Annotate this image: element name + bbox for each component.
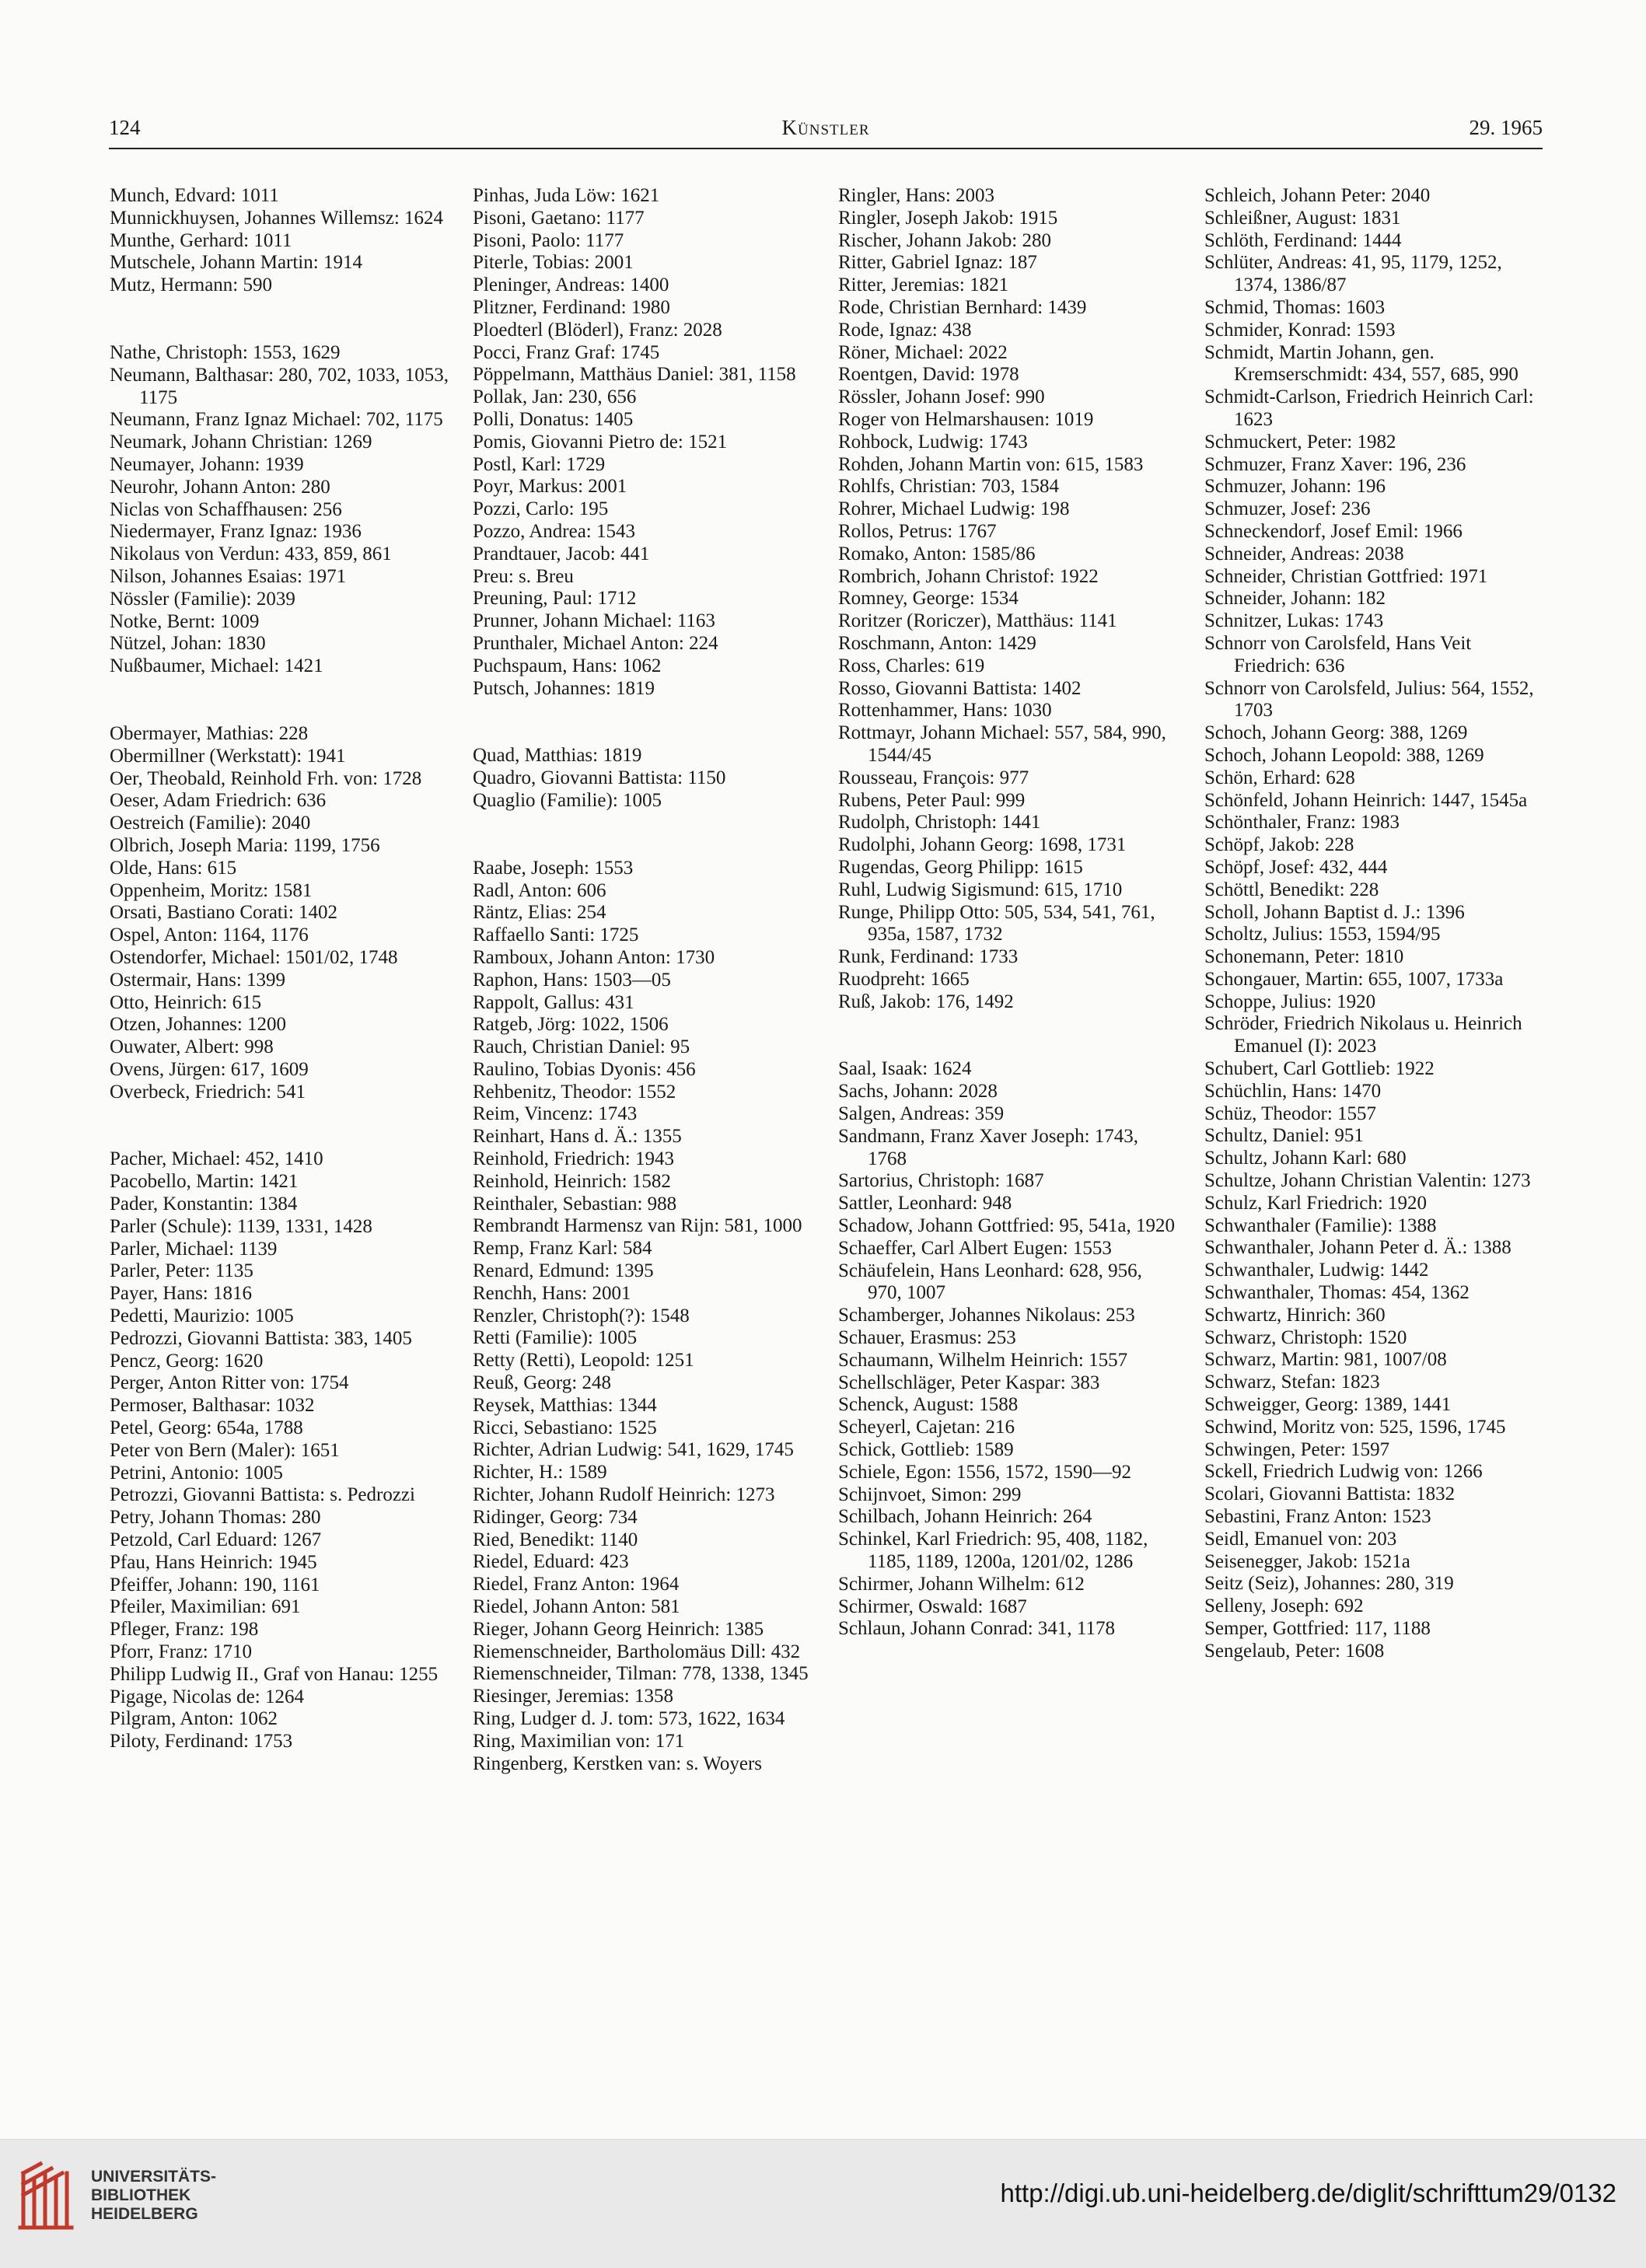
index-entry: Sckell, Friedrich Ludwig von: 1266 [1204, 1461, 1483, 1483]
index-entry: Schellschläger, Peter Kaspar: 383 [838, 1372, 1100, 1393]
index-entry: Rehbenitz, Theodor: 1552 [473, 1081, 676, 1103]
index-entry: Schwind, Moritz von: 525, 1596, 1745 [1204, 1416, 1506, 1438]
index-entry: Pleninger, Andreas: 1400 [473, 274, 669, 296]
index-entry: Schöpf, Jakob: 228 [1204, 834, 1354, 856]
index-entry: Petrini, Antonio: 1005 [110, 1462, 283, 1483]
index-entry: Pfau, Hans Heinrich: 1945 [110, 1551, 317, 1573]
index-entry: Schüchlin, Hans: 1470 [1204, 1080, 1382, 1102]
letter-section-gap [838, 1013, 1180, 1058]
index-entry: Postl, Karl: 1729 [473, 453, 606, 475]
index-entry: Schnorr von Carolsfeld, Julius: 564, 1552, 1703 [1204, 677, 1534, 722]
index-entry: Otzen, Johannes: 1200 [110, 1014, 287, 1036]
index-entry: Schmuckert, Peter: 1982 [1204, 431, 1396, 453]
index-entry: Mutz, Hermann: 590 [110, 274, 272, 296]
index-entry: Schoch, Johann Georg: 388, 1269 [1204, 722, 1468, 744]
index-entry: Sattler, Leonhard: 948 [838, 1193, 1012, 1214]
index-entry: Polli, Donatus: 1405 [473, 408, 634, 430]
index-entry: Schwanthaler, Johann Peter d. Ä.: 1388 [1204, 1237, 1511, 1259]
index-entry: Schmider, Konrad: 1593 [1204, 319, 1396, 341]
index-entry: Schmuzer, Johann: 196 [1204, 476, 1386, 498]
index-entry: Rosso, Giovanni Battista: 1402 [838, 677, 1082, 699]
index-entry: Pedetti, Maurizio: 1005 [110, 1305, 294, 1327]
letter-section-gap [110, 297, 452, 342]
index-entry: Ring, Maximilian von: 171 [473, 1730, 685, 1752]
index-entry: Petel, Georg: 654a, 1788 [110, 1417, 303, 1439]
index-entry: Overbeck, Friedrich: 541 [110, 1081, 306, 1103]
index-entry: Roger von Helmarshausen: 1019 [838, 408, 1094, 430]
index-entry: Rohrer, Michael Ludwig: 198 [838, 498, 1070, 520]
index-entry: Pozzo, Andrea: 1543 [473, 520, 635, 542]
index-entry: Prandtauer, Jacob: 441 [473, 543, 650, 564]
index-entry: Romako, Anton: 1585/86 [838, 543, 1036, 564]
index-entry: Olbrich, Joseph Maria: 1199, 1756 [110, 834, 380, 856]
index-entry: Neumann, Balthasar: 280, 702, 1033, 1053, 1175 [110, 364, 449, 408]
index-entry: Schöttl, Benedikt: 228 [1204, 879, 1379, 900]
index-entry: Rieger, Johann Georg Heinrich: 1385 [473, 1618, 764, 1640]
index-entry: Parler, Peter: 1135 [110, 1260, 253, 1282]
index-entry: Schnitzer, Lukas: 1743 [1204, 610, 1384, 632]
index-entry: Ried, Benedikt: 1140 [473, 1529, 638, 1550]
index-entry: Reysek, Matthias: 1344 [473, 1394, 657, 1416]
index-entry: Ostendorfer, Michael: 1501/02, 1748 [110, 946, 398, 968]
index-entry: Schnorr von Carolsfeld, Hans Veit Friedrich: 636 [1204, 632, 1472, 676]
index-entry: Schirmer, Oswald: 1687 [838, 1595, 1027, 1617]
index-entry: Raabe, Joseph: 1553 [473, 857, 634, 879]
index-entry: Pocci, Franz Graf: 1745 [473, 341, 660, 363]
index-entry: Schijnvoet, Simon: 299 [838, 1483, 1022, 1505]
index-entry: Schneckendorf, Josef Emil: 1966 [1204, 520, 1463, 542]
index-entry: Schönfeld, Johann Heinrich: 1447, 1545a [1204, 789, 1528, 811]
index-entry: Oestreich (Familie): 2040 [110, 812, 311, 834]
index-entry: Remp, Franz Karl: 584 [473, 1238, 652, 1260]
index-entry: Sebastini, Franz Anton: 1523 [1204, 1506, 1431, 1528]
index-entry: Reinhart, Hans d. Ä.: 1355 [473, 1126, 682, 1148]
index-entry: Oeser, Adam Friedrich: 636 [110, 790, 327, 812]
index-entry: Munch, Edvard: 1011 [110, 185, 279, 206]
index-entry: Ring, Ludger d. J. tom: 573, 1622, 1634 [473, 1708, 785, 1729]
index-entry: Schubert, Carl Gottlieb: 1922 [1204, 1058, 1435, 1080]
index-entry: Rembrandt Harmensz van Rijn: 581, 1000 [473, 1215, 802, 1237]
index-entry: Nössler (Familie): 2039 [110, 588, 295, 610]
index-entry: Schamberger, Johannes Nikolaus: 253 [838, 1305, 1135, 1326]
index-entry: Schweigger, Georg: 1389, 1441 [1204, 1394, 1452, 1416]
index-entry: Riedel, Eduard: 423 [473, 1551, 629, 1573]
document-url[interactable]: http://digi.ub.uni-heidelberg.de/diglit/schrifttum29/0132 [1000, 2179, 1616, 2207]
index-entry: Plitzner, Ferdinand: 1980 [473, 296, 670, 318]
index-entry: Pedrozzi, Giovanni Battista: 383, 1405 [110, 1327, 412, 1349]
index-entry: Petry, Johann Thomas: 280 [110, 1507, 321, 1529]
letter-section-gap [473, 812, 815, 858]
index-entry: Renard, Edmund: 1395 [473, 1260, 654, 1282]
index-entry: Schaumann, Wilhelm Heinrich: 1557 [838, 1349, 1128, 1371]
index-entry: Perger, Anton Ritter von: 1754 [110, 1372, 349, 1394]
index-entry: Rohden, Johann Martin von: 615, 1583 [838, 453, 1144, 475]
index-entry: Schongauer, Martin: 655, 1007, 1733a [1204, 968, 1504, 990]
index-entry: Pomis, Giovanni Pietro de: 1521 [473, 431, 728, 453]
index-entry: Ruodpreht: 1665 [838, 968, 970, 990]
index-entry: Schwarz, Christoph: 1520 [1204, 1326, 1407, 1348]
index-entry: Nußbaumer, Michael: 1421 [110, 655, 323, 677]
index-entry: Riemenschneider, Tilman: 778, 1338, 1345 [473, 1663, 809, 1685]
letter-section-gap [110, 1103, 452, 1148]
index-entry: Schäufelein, Hans Leonhard: 628, 956, 970, 1007 [838, 1260, 1142, 1304]
index-entry: Röner, Michael: 2022 [838, 341, 1008, 363]
index-entry: Ritter, Jeremias: 1821 [838, 274, 1009, 296]
index-entry: Otto, Heinrich: 615 [110, 991, 262, 1013]
index-entry: Ovens, Jürgen: 617, 1609 [110, 1058, 309, 1080]
index-entry: Pilgram, Anton: 1062 [110, 1708, 278, 1730]
index-entry: Parler, Michael: 1139 [110, 1238, 278, 1260]
index-entry: Schlüter, Andreas: 41, 95, 1179, 1252, 1374, 1386/87 [1204, 252, 1502, 296]
index-entry: Retty (Retti), Leopold: 1251 [473, 1350, 694, 1372]
library-name: UNIVERSITÄTS- BIBLIOTHEK HEIDELBERG [91, 2168, 217, 2223]
index-entry: Schmidt-Carlson, Friedrich Heinrich Carl: 1623 [1204, 386, 1534, 430]
index-entry: Pisoni, Paolo: 1177 [473, 229, 624, 251]
index-entry: Renchh, Hans: 2001 [473, 1282, 631, 1304]
index-entry: Schöpf, Josef: 432, 444 [1204, 856, 1388, 878]
index-entry: Räntz, Elias: 254 [473, 902, 606, 924]
index-entry: Orsati, Bastiano Corati: 1402 [110, 902, 338, 924]
index-entry: Ospel, Anton: 1164, 1176 [110, 924, 309, 946]
index-entry: Olde, Hans: 615 [110, 857, 237, 879]
index-entry: Ratgeb, Jörg: 1022, 1506 [473, 1014, 669, 1036]
index-entry: Schönthaler, Franz: 1983 [1204, 812, 1400, 833]
index-entry: Schultz, Johann Karl: 680 [1204, 1148, 1407, 1169]
index-column-2 [473, 185, 815, 1775]
index-entry: Raffaello Santi: 1725 [473, 924, 639, 946]
index-column-1 [110, 185, 452, 1753]
index-entry: Ouwater, Albert: 998 [110, 1036, 274, 1058]
index-entry: Riedel, Johann Anton: 581 [473, 1596, 680, 1618]
index-entry: Ruß, Jakob: 176, 1492 [838, 991, 1014, 1012]
index-entry: Raulino, Tobias Dyonis: 456 [473, 1058, 696, 1080]
index-entry: Schwanthaler, Ludwig: 1442 [1204, 1260, 1429, 1281]
index-entry: Payer, Hans: 1816 [110, 1283, 252, 1305]
index-entry: Semper, Gottfried: 117, 1188 [1204, 1618, 1431, 1639]
index-entry: Rousseau, François: 977 [838, 767, 1029, 788]
index-entry: Schadow, Johann Gottfried: 95, 541a, 1920 [838, 1215, 1176, 1237]
index-entry: Schultz, Daniel: 951 [1204, 1125, 1364, 1147]
index-entry: Schauer, Erasmus: 253 [838, 1327, 1016, 1349]
running-title: Künstler [781, 116, 870, 139]
index-entry: Nikolaus von Verdun: 433, 859, 861 [110, 543, 392, 565]
index-entry: Pöppelmann, Matthäus Daniel: 381, 1158 [473, 364, 796, 386]
index-entry: Oppenheim, Moritz: 1581 [110, 879, 313, 901]
index-entry: Poyr, Markus: 2001 [473, 476, 627, 498]
index-entry: Schmid, Thomas: 1603 [1204, 296, 1386, 318]
index-entry: Schneider, Andreas: 2038 [1204, 543, 1404, 564]
index-entry: Pader, Konstantin: 1384 [110, 1193, 298, 1215]
index-entry: Ringler, Joseph Jakob: 1915 [838, 207, 1058, 229]
index-entry: Pencz, Georg: 1620 [110, 1350, 264, 1372]
index-entry: Roritzer (Roriczer), Matthäus: 1141 [838, 610, 1117, 632]
index-entry: Sengelaub, Peter: 1608 [1204, 1640, 1385, 1662]
index-entry: Quad, Matthias: 1819 [473, 745, 642, 767]
index-entry: Schwarz, Stefan: 1823 [1204, 1372, 1380, 1393]
index-entry: Schwartz, Hinrich: 360 [1204, 1304, 1386, 1326]
index-entry: Schröder, Friedrich Nikolaus u. Heinrich Emanuel (I): 2023 [1204, 1013, 1522, 1057]
index-entry: Selleny, Joseph: 692 [1204, 1595, 1364, 1617]
volume-year: 29. 1965 [1469, 116, 1543, 139]
index-entry: Rössler, Johann Josef: 990 [838, 386, 1045, 408]
index-entry: Petrozzi, Giovanni Battista: s. Pedrozzi [110, 1484, 415, 1506]
index-entry: Neurohr, Johann Anton: 280 [110, 476, 330, 498]
index-entry: Roentgen, David: 1978 [838, 364, 1019, 386]
index-entry: Munthe, Gerhard: 1011 [110, 229, 292, 251]
index-entry: Reim, Vincenz: 1743 [473, 1103, 638, 1125]
index-entry: Pforr, Franz: 1710 [110, 1641, 252, 1663]
index-entry: Permoser, Balthasar: 1032 [110, 1395, 315, 1417]
index-entry: Schwanthaler, Thomas: 454, 1362 [1204, 1282, 1470, 1304]
index-entry: Rubens, Peter Paul: 999 [838, 789, 1026, 811]
index-entry: Schoppe, Julius: 1920 [1204, 991, 1376, 1012]
index-entry: Ramboux, Johann Anton: 1730 [473, 946, 715, 968]
index-entry: Rohbock, Ludwig: 1743 [838, 431, 1028, 453]
index-entry: Richter, Johann Rudolf Heinrich: 1273 [473, 1484, 775, 1506]
index-entry: Rappolt, Gallus: 431 [473, 991, 634, 1013]
index-entry: Pinhas, Juda Löw: 1621 [473, 185, 660, 206]
index-entry: Notke, Bernt: 1009 [110, 610, 260, 632]
index-entry: Schonemann, Peter: 1810 [1204, 946, 1404, 968]
index-entry: Schleich, Johann Peter: 2040 [1204, 185, 1431, 206]
index-entry: Oer, Theobald, Reinhold Frh. von: 1728 [110, 767, 422, 789]
index-entry: Schön, Erhard: 628 [1204, 767, 1355, 788]
index-entry: Pisoni, Gaetano: 1177 [473, 207, 645, 229]
index-entry: Runge, Philipp Otto: 505, 534, 541, 761, 935a, 1587, 1732 [838, 901, 1155, 945]
index-entry: Quaglio (Familie): 1005 [473, 789, 662, 811]
index-entry: Scolari, Giovanni Battista: 1832 [1204, 1483, 1456, 1505]
letter-section-gap [110, 678, 452, 723]
index-entry: Rode, Christian Bernhard: 1439 [838, 296, 1087, 318]
index-entry: Schlöth, Ferdinand: 1444 [1204, 229, 1402, 251]
index-entry: Schlaun, Johann Conrad: 341, 1178 [838, 1618, 1115, 1640]
index-entry: Parler (Schule): 1139, 1331, 1428 [110, 1215, 372, 1237]
index-entry: Obermayer, Mathias: 228 [110, 722, 309, 744]
index-entry: Ruhl, Ludwig Sigismund: 615, 1710 [838, 879, 1123, 900]
index-entry: Seisenegger, Jakob: 1521a [1204, 1550, 1410, 1572]
index-entry: Prunner, Johann Michael: 1163 [473, 610, 715, 632]
index-entry: Preu: s. Breu [473, 565, 574, 587]
index-entry: Raphon, Hans: 1503—05 [473, 969, 671, 991]
index-entry: Schmuzer, Josef: 236 [1204, 498, 1371, 520]
index-entry: Schenck, August: 1588 [838, 1394, 1019, 1416]
index-entry: Puchspaum, Hans: 1062 [473, 655, 662, 676]
index-column-4 [1204, 185, 1546, 1663]
index-entry: Schleißner, August: 1831 [1204, 207, 1401, 229]
index-entry: Reinhold, Heinrich: 1582 [473, 1170, 671, 1192]
index-entry: Rudolphi, Johann Georg: 1698, 1731 [838, 834, 1127, 856]
index-entry: Salgen, Andreas: 359 [838, 1103, 1005, 1125]
index-entry: Romney, George: 1534 [838, 588, 1019, 610]
index-entry: Reinthaler, Sebastian: 988 [473, 1193, 677, 1214]
index-entry: Radl, Anton: 606 [473, 879, 606, 901]
index-entry: Pfeiffer, Johann: 190, 1161 [110, 1574, 320, 1595]
index-entry: Schmuzer, Franz Xaver: 196, 236 [1204, 453, 1466, 475]
index-entry: Pfleger, Franz: 198 [110, 1619, 259, 1641]
index-entry: Ostermair, Hans: 1399 [110, 969, 286, 991]
index-entry: Scholtz, Julius: 1553, 1594/95 [1204, 924, 1441, 945]
index-entry: Schiele, Egon: 1556, 1572, 1590—92 [838, 1461, 1132, 1483]
index-entry: Schick, Gottlieb: 1589 [838, 1439, 1014, 1461]
letter-section-gap [473, 700, 815, 745]
viewer-footer [0, 2139, 1646, 2268]
index-entry: Schwanthaler (Familie): 1388 [1204, 1214, 1437, 1236]
ub-heidelberg-logo-icon [17, 2161, 81, 2232]
index-entry: Schilbach, Johann Heinrich: 264 [838, 1506, 1092, 1528]
index-entry: Schwarz, Martin: 981, 1007/08 [1204, 1349, 1447, 1371]
index-entry: Richter, H.: 1589 [473, 1462, 607, 1483]
index-entry: Ploedterl (Blöderl), Franz: 2028 [473, 319, 722, 341]
index-entry: Runk, Ferdinand: 1733 [838, 946, 1019, 968]
index-entry: Preuning, Paul: 1712 [473, 588, 637, 610]
index-entry: Neumayer, Johann: 1939 [110, 453, 304, 475]
index-entry: Rollos, Petrus: 1767 [838, 520, 997, 542]
index-entry: Putsch, Johannes: 1819 [473, 677, 655, 699]
index-entry: Renzler, Christoph(?): 1548 [473, 1305, 690, 1326]
index-entry: Quadro, Giovanni Battista: 1150 [473, 767, 726, 789]
index-entry: Prunthaler, Michael Anton: 224 [473, 632, 718, 654]
index-entry: Sartorius, Christoph: 1687 [838, 1170, 1044, 1192]
index-entry: Neumann, Franz Ignaz Michael: 702, 1175 [110, 409, 443, 431]
index-entry: Neumark, Johann Christian: 1269 [110, 432, 372, 453]
index-entry: Piloty, Ferdinand: 1753 [110, 1731, 293, 1753]
index-entry: Mutschele, Johann Martin: 1914 [110, 252, 362, 274]
index-entry: Ritter, Gabriel Ignaz: 187 [838, 252, 1037, 274]
index-entry: Obermillner (Werkstatt): 1941 [110, 745, 346, 767]
index-entry: Seidl, Emanuel von: 203 [1204, 1528, 1397, 1550]
index-entry: Schmidt, Martin Johann, gen. Kremserschmidt: 434, 557, 685, 990 [1204, 341, 1518, 386]
index-entry: Munnickhuysen, Johannes Willemsz: 1624 [110, 207, 444, 229]
index-entry: Seitz (Seiz), Johannes: 280, 319 [1204, 1573, 1454, 1595]
index-entry: Ridinger, Georg: 734 [473, 1506, 638, 1528]
index-entry: Roschmann, Anton: 1429 [838, 632, 1036, 654]
index-entry: Schneider, Johann: 182 [1204, 588, 1386, 610]
index-entry: Nathe, Christoph: 1553, 1629 [110, 341, 341, 363]
index-entry: Niedermayer, Franz Ignaz: 1936 [110, 521, 362, 543]
index-entry: Schneider, Christian Gottfried: 1971 [1204, 565, 1488, 587]
index-entry: Schulz, Karl Friedrich: 1920 [1204, 1192, 1428, 1214]
index-entry: Schirmer, Johann Wilhelm: 612 [838, 1573, 1085, 1595]
index-entry: Reinhold, Friedrich: 1943 [473, 1148, 674, 1170]
index-entry: Ringenberg, Kerstken van: s. Woyers [473, 1753, 762, 1774]
index-entry: Rauch, Christian Daniel: 95 [473, 1036, 690, 1058]
index-entry: Riesinger, Jeremias: 1358 [473, 1686, 673, 1707]
index-entry: Riemenschneider, Bartholomäus Dill: 432 [473, 1641, 801, 1662]
index-entry: Nilson, Johannes Esaias: 1971 [110, 565, 347, 587]
page-number: 124 [109, 116, 141, 139]
index-entry: Schaeffer, Carl Albert Eugen: 1553 [838, 1237, 1112, 1259]
index-entry: Schultze, Johann Christian Valentin: 1273 [1204, 1170, 1531, 1192]
index-entry: Retti (Familie): 1005 [473, 1327, 638, 1349]
index-entry: Schinkel, Karl Friedrich: 95, 408, 1182, 1185, 1189, 1200a, 1201/02, 1286 [838, 1529, 1148, 1573]
index-entry: Sachs, Johann: 2028 [838, 1081, 998, 1103]
index-entry: Pigage, Nicolas de: 1264 [110, 1686, 304, 1707]
index-entry: Scholl, Johann Baptist d. J.: 1396 [1204, 901, 1465, 923]
index-entry: Saal, Isaak: 1624 [838, 1058, 972, 1080]
index-entry: Rohlfs, Christian: 703, 1584 [838, 476, 1060, 498]
index-entry: Rode, Ignaz: 438 [838, 319, 972, 341]
index-entry: Rombrich, Johann Christof: 1922 [838, 565, 1099, 587]
index-entry: Piterle, Tobias: 2001 [473, 252, 634, 274]
index-column-3 [838, 185, 1180, 1641]
index-entry: Riedel, Franz Anton: 1964 [473, 1574, 680, 1595]
index-entry: Niclas von Schaffhausen: 256 [110, 498, 342, 520]
index-entry: Ringler, Hans: 2003 [838, 185, 995, 206]
index-entry: Schwingen, Peter: 1597 [1204, 1438, 1390, 1460]
index-entry: Peter von Bern (Maler): 1651 [110, 1439, 340, 1461]
index-entry: Reuß, Georg: 248 [473, 1372, 611, 1394]
index-entry: Pacobello, Martin: 1421 [110, 1171, 299, 1193]
index-entry: Pfeiler, Maximilian: 691 [110, 1596, 301, 1618]
index-entry: Nützel, Johan: 1830 [110, 633, 266, 655]
page-header [109, 107, 1543, 149]
index-entry: Rottmayr, Johann Michael: 557, 584, 990, 1544/45 [838, 722, 1166, 766]
index-entry: Ricci, Sebastiano: 1525 [473, 1417, 657, 1438]
index-entry: Pollak, Jan: 230, 656 [473, 386, 637, 408]
index-entry: Sandmann, Franz Xaver Joseph: 1743, 1768 [838, 1125, 1139, 1169]
index-entry: Rottenhammer, Hans: 1030 [838, 700, 1052, 722]
index-entry: Rudolph, Christoph: 1441 [838, 812, 1041, 833]
index-entry: Scheyerl, Cajetan: 216 [838, 1417, 1015, 1438]
index-entry: Rugendas, Georg Philipp: 1615 [838, 856, 1083, 878]
index-entry: Petzold, Carl Eduard: 1267 [110, 1529, 322, 1551]
index-entry: Pacher, Michael: 452, 1410 [110, 1148, 323, 1170]
index-entry: Schoch, Johann Leopold: 388, 1269 [1204, 744, 1484, 766]
index-entry: Pozzi, Carlo: 195 [473, 498, 609, 520]
index-entry: Richter, Adrian Ludwig: 541, 1629, 1745 [473, 1439, 794, 1461]
index-entry: Ross, Charles: 619 [838, 655, 985, 676]
index-entry: Philipp Ludwig II., Graf von Hanau: 1255 [110, 1663, 439, 1685]
index-entry: Rischer, Johann Jakob: 280 [838, 229, 1051, 251]
index-entry: Schüz, Theodor: 1557 [1204, 1103, 1377, 1124]
